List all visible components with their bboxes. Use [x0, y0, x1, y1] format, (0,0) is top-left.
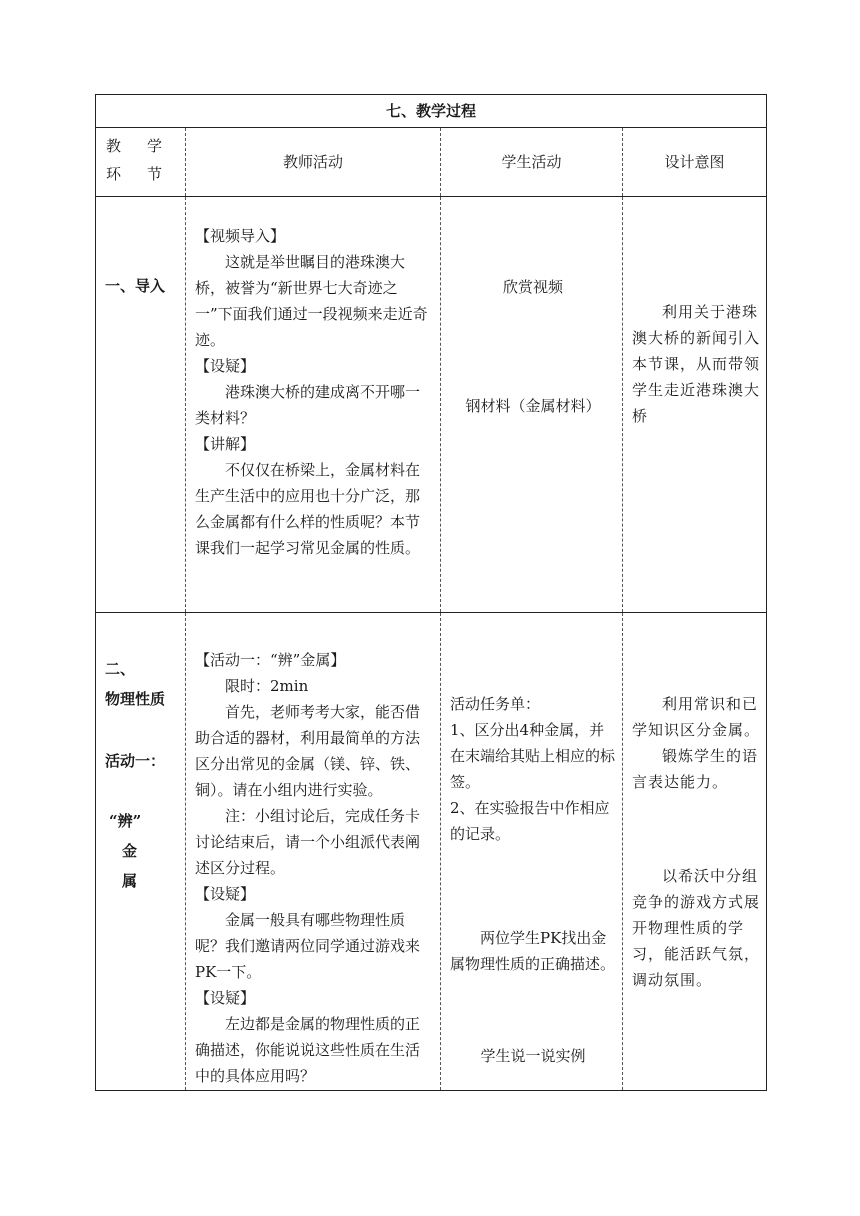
explain-tag: 【讲解】: [195, 435, 256, 453]
header-stage: [96, 128, 186, 197]
header-student: 学生活动: [441, 128, 623, 197]
student-watch: 欣赏视频: [502, 278, 563, 296]
question2-tag: 【设疑】: [195, 989, 256, 1007]
stage2-line: 活动一：: [105, 752, 166, 770]
section2-teacher: [186, 613, 441, 1091]
intent-p3: 以希沃中分组竞争的游戏方式展开物理性质的学习，能活跃气氛，调动氛围。: [632, 867, 761, 989]
header-intent: 设计意图: [623, 128, 767, 197]
stage-physical: [96, 613, 186, 1091]
student-examples: 学生说一说实例: [480, 1047, 586, 1065]
stage-intro-label: 一、导入: [105, 277, 166, 295]
task-2: 2、在实验报告中作相应的记录。: [450, 799, 610, 843]
pk-text: 两位学生PK找出金属物理性质的正确描述。: [450, 929, 616, 973]
section1-student: [441, 197, 623, 613]
section1-teacher: [186, 197, 441, 613]
note-text: 注：小组讨论后，完成任务卡讨论结束后，请一个小组派代表阐述区分过程。: [195, 807, 421, 877]
lesson-plan-page: [95, 94, 766, 1085]
intent-text: 利用关于港珠澳大桥的新闻引入本节课，从而带领学生走近港珠澳大桥: [632, 303, 761, 425]
stage-intro: [96, 197, 186, 613]
question2-text: 左边都是金属的物理性质的正确描述，你能说说这些性质在生活中的具体应用吗？: [195, 1015, 421, 1085]
stage2-line: 物理性质: [105, 690, 166, 708]
section2-student: [441, 613, 623, 1091]
video-text: 这就是举世瞩目的港珠澳大桥，被誉为“新世界七大奇迹之一”下面我们通过一段视频来走近奇迹。: [195, 253, 428, 349]
student-answer: 钢材料（金属材料）: [465, 397, 601, 415]
question-text: 港珠澳大桥的建成离不开哪一类材料？: [195, 383, 421, 427]
header-stage-char: 环: [106, 165, 122, 183]
stage2-line: 金: [122, 842, 138, 860]
intro-text: 首先，老师考考大家，能否借助合适的器材，利用最简单的方法区分出常见的金属（镁、锌、铁、铜）。请在小组内进行实验。: [195, 703, 421, 799]
section1-intent: [623, 197, 767, 613]
intent-p2: 锻炼学生的语言表达能力。: [632, 747, 759, 791]
header-stage-char: 节: [146, 165, 162, 183]
time-limit: 限时：2min: [225, 677, 309, 695]
stage2-line: 二、: [105, 660, 136, 678]
stage2-line: 属: [122, 872, 138, 890]
explain-text: 不仅仅在桥梁上，金属材料在生产生活中的应用也十分广泛，那么金属都有什么样的性质呢？本节课我们一起学习常见金属的性质。: [195, 461, 421, 557]
question1-text: 金属一般具有哪些物理性质呢？我们邀请两位同学通过游戏来PK一下。: [195, 911, 421, 981]
task-title: 活动任务单：: [450, 695, 541, 713]
table-title: 七、教学过程: [96, 95, 767, 128]
teaching-process-table: [95, 94, 767, 1091]
header-stage-char: 学: [146, 137, 162, 155]
section2-intent: [623, 613, 767, 1091]
header-stage-char: 教: [106, 137, 122, 155]
video-tag: 【视频导入】: [195, 227, 286, 245]
intent-p1: 利用常识和已学知识区分金属。: [632, 695, 761, 739]
question-tag: 【设疑】: [195, 357, 256, 375]
header-teacher: 教师活动: [186, 128, 441, 197]
question1-tag: 【设疑】: [195, 885, 256, 903]
task-1: 1、区分出4种金属，并在末端给其贴上相应的标签。: [450, 721, 616, 791]
stage2-line: “辨”: [109, 812, 142, 830]
activity-tag: 【活动一：“辨”金属】: [195, 651, 346, 669]
